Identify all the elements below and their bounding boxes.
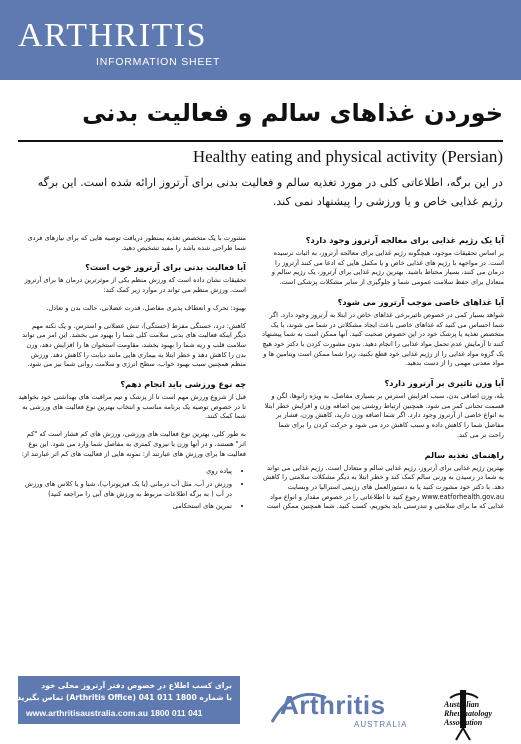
section-body: بله، وزن اضافی بدن، سبب افزایش استرس بر بسیاری مفاصل، به ویژه زانوها، لگن و قسمت تحتانی کمر می شود. همچنین ارتباط روشنی بین اضافه وزن و افزایش خطر ابتلا به انواع خاصی از آرتروز وجود دارد. اگر شما اضافه وزن دارید، کاهش وزن، فشار بر مفاصل شما را کاهش داده و سبب کاهش درد می شود و حرکت کردن را برای شما راحت تر می کند. bbox=[264, 392, 504, 439]
ara-line: Association bbox=[444, 718, 483, 727]
contact-link[interactable]: www.arthritisaustralia.com.au 1800 011 041 bbox=[26, 708, 203, 718]
arthritis-australia-logo bbox=[268, 688, 418, 736]
callout-line: برای کسب اطلاع در خصوص دفتر آرتروز محلی خود bbox=[41, 681, 232, 690]
section-heading: چه نوع ورزشی باید انجام دهم؟ bbox=[120, 379, 246, 390]
logo-wordmark: Arthritis bbox=[280, 690, 386, 720]
benefit-reduce: کاهش: درد، خستگی مفرط (خستگی)، تنش عضلانی و استرس. و یک نکته مهم دیگر اینکه فعالیت های بدنی سلامت کلی شما را بهبود می بخشد. این امر می تواند سلامت قلب و ریه شما را بهبود بخشد، مقاومت استخوان ها را افزایش دهد، وزن بدن را کاهش دهد و خطر ابتلا به بیماری هایی مانند دیابت را کاهش دهد. ورزش منظم همچنین سبب بهبود خواب، سطح انرژی و سلامت روانی شما نیز می شود. bbox=[22, 321, 246, 369]
logo-country: AUSTRALIA bbox=[354, 720, 408, 729]
section-body: به طور کلی، بهترین نوع فعالیت های ورزشی، ورزش های کم فشار است که "کم اثر" هستند، و در آنها وزن یا نیروی کمتری به مفاصل شما وارد می شود. این نوع فعالیت ها برای ورزش های عبارتند از: نمونه هایی از فعالیت های کم اثر عبارتند از: bbox=[21, 430, 246, 458]
section-body: مشورت با یک متخصص تغذیه بمنظور دریافت توصیه هایی که برای نیازهای فردی شما طراحی شده باشد را مفید تشخیص دهید. bbox=[27, 234, 246, 252]
exercise-list bbox=[18, 467, 246, 512]
section-heading: راهنمای تغذیه سالم bbox=[424, 449, 504, 460]
ara-logo bbox=[430, 688, 506, 742]
left-column bbox=[18, 234, 246, 518]
section-heading: آیا فعالیت بدنی برای آرتروز خوب است؟ bbox=[85, 262, 246, 273]
header-banner bbox=[0, 0, 521, 80]
list-item: • پیاده روی bbox=[18, 467, 232, 477]
brand-title: ARTHRITIS bbox=[18, 17, 208, 54]
section-body: قبل از شروع ورزش مهم است تا از پزشک و تیم مراقبت های بهداشتی خود بخواهید تا در خصوص توصیه یک برنامه مناسب و انتخاب بهترین نوع فعالیت های ورزشی به شما کمک کنند. bbox=[18, 393, 246, 421]
list-item: • ورزش در آب، مثل آب درمانی (یا یک فیزیوتراپ)، شنا و یا کلاس های ورزش در آب ( به برگه اطلاعات مربوط به ورزش های آبی را مراجعه کنید) bbox=[18, 480, 232, 499]
section-body: شواهد بسیار کمی در خصوص تاثیربرخی غذاهای خاص در ابتلا به آرتروز وجود دارد. اگر شما احساس می کنید که غذاهای خاصی باعث ایجاد مشکلاتی در شما می شوند، با یک متخصص تغذیه یا پزشک خود در این خصوص صحبت کنید. آنها ممکن است به شما پیشنهاد کنند تا آزمایش عدم تحمل مواد غذایی را انجام دهید. بدون مشورت کردن با دکتر خود هیچ یک گروه مواد غذایی را از رژیم غذایی خود قطع نکنید، زیرا شما ممکن است ویتامین ها و مواد معدنی مهمی را از دست بدهید. bbox=[262, 310, 504, 368]
intro-paragraph: در این برگه، اطلاعاتی کلی در مورد تغذیه سالم و فعالیت بدنی برای آرتروز ارائه شده است. این برگه رژیم غذایی خاص و یا ورزشی را پیشنهاد نمی کند. bbox=[37, 176, 503, 208]
right-column bbox=[262, 234, 504, 520]
callout-line: با شماره 1800 011 041 (Arthritis Office) تماس بگیرید. bbox=[14, 693, 232, 702]
ara-line: Australian bbox=[444, 700, 480, 709]
section-body: تحقیقات نشان داده است که ورزش منظم یکی از موثرترین درمان ها برای آرتروز است. ورزش منظم می تواند در موارد زیر کمک کند: bbox=[24, 276, 246, 295]
page-title-english: Healthy eating and physical activity (Persian) bbox=[192, 147, 503, 166]
section-body: بهترین رژیم غذایی برای آرتروز، رژیم غذایی سالم و متعادل است. رژیم غذایی می تواند به شما در رسیدن به وزنی سالم کمک کند و خطر ابتلا به دیگر مشکلات سلامتی را کاهش دهد. با دکتر خود مشورت کنید یا به دستورالعمل های رژیمی استرالیا در وبسایت www.eatforhealth.gov.au رجوع کنید تا اطلاعاتی را در خصوص مقدار و انواع مواد غذایی که ما برای سلامتی و تندرستی باید بخوریم، کسب کنید. شما همچنین ممکن است bbox=[263, 463, 504, 511]
contact-callout bbox=[14, 676, 240, 724]
ara-line: Rheumatology bbox=[444, 709, 493, 718]
section-heading: آیا یک رژیم غذایی برای معالجه آرتروز وجود دارد؟ bbox=[305, 235, 504, 245]
list-item: • تمرین های استحکامی bbox=[18, 502, 232, 512]
brand-subtitle: INFORMATION SHEET bbox=[96, 56, 221, 68]
section-body: بر اساس تحقیقات موجود، هیچگونه رژیم غذایی برای معالجه آرتروز، به اثبات نرسیده است. در مواجهه با رژیم های غذایی خاص و یا مکمل هایی که ادعا می کنند آرتروز را درمان می کنند، بسیار محتاط باشید. بهترین رژیم غذایی برای آرتروز، یک رژیم سالم و متعادل برای حفظ سلامت عمومی شما و جلوگیری از سایر مشکلات پزشکی است. bbox=[271, 249, 504, 287]
ara-text bbox=[444, 700, 492, 727]
benefit-improve: بهبود: تحرک و انعطاف پذیری مفاصل، قدرت عضلانی، حالت بدن و تعادل. bbox=[46, 303, 246, 312]
section-heading: آیا وزن تاثیری بر آرتروز دارد؟ bbox=[384, 378, 504, 389]
section-heading: آیا غذاهای خاصی موجب آرتروز می شود؟ bbox=[337, 296, 504, 307]
page-title-persian: خوردن غذاهای سالم و فعالیت بدنی bbox=[82, 99, 503, 127]
title-divider bbox=[18, 140, 503, 142]
